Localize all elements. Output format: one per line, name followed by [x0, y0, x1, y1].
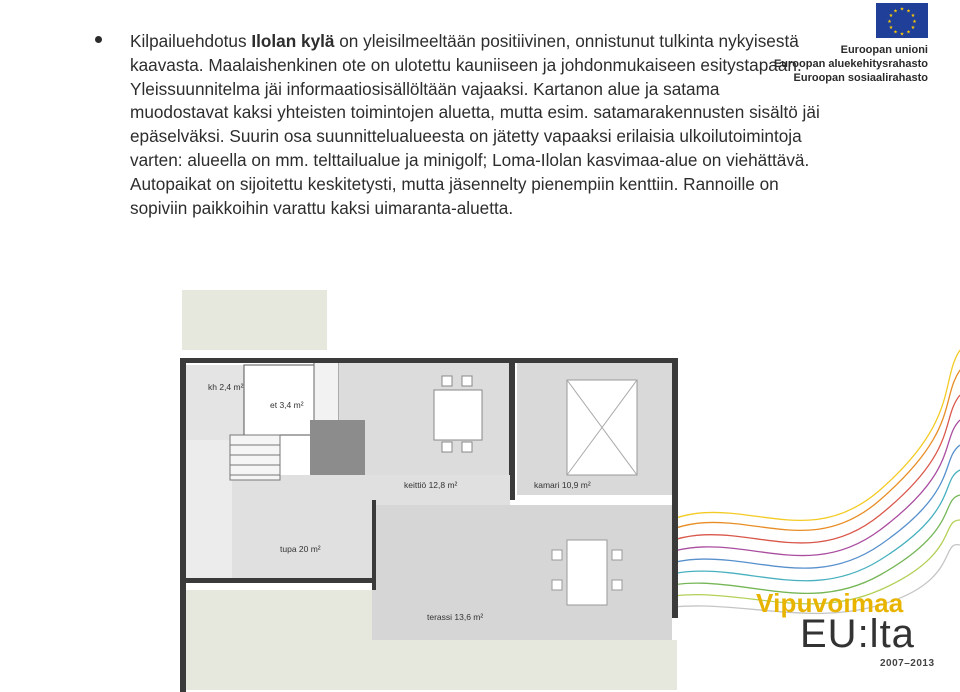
- svg-text:★: ★: [906, 8, 911, 15]
- decorative-waves: [650, 230, 960, 630]
- svg-text:★: ★: [888, 25, 894, 31]
- proposal-name: Ilolan kylä: [251, 31, 335, 51]
- svg-text:★: ★: [899, 31, 905, 38]
- room-label-tupa: tupa 20 m²: [280, 544, 321, 554]
- room-label-et: et 3,4 m²: [270, 400, 304, 410]
- room-label-kh: kh 2,4 m²: [208, 382, 244, 392]
- eu-union-label: Euroopan unioni: [840, 44, 928, 56]
- paragraph-start: Kilpailuehdotus: [130, 31, 252, 51]
- room-label-kamari: kamari 10,9 m²: [534, 480, 591, 490]
- svg-text:★: ★: [910, 25, 916, 31]
- eu-social-fund-label: Euroopan sosiaalirahasto: [793, 72, 928, 84]
- svg-text:★: ★: [893, 8, 898, 15]
- svg-text:★: ★: [887, 19, 892, 25]
- svg-text:★: ★: [893, 29, 898, 36]
- eu-flag-icon: [876, 3, 928, 38]
- bullet-point: [95, 36, 102, 43]
- paragraph-rest: on yleisilmeeltään positiivinen, onnistunut tulkinta nykyisestä kaavasta. Maalaishenkinen ote on ulotettu kauniiseen ja johdonmukaiseen esitystapaan. Yleissuunnitelma jäi informaatiosisällöltään vajaaksi. Kartanon alue ja satama muodostavat kaksi yhteisten toimintojen aluetta, mutta esim. satamarakennusten sisältö jäi epäselväksi. Suurin osa suunnittelualueesta on jätetty vapaaksi erilaisia ulkoilutoimintoja varten: alueella on mm. telttailualue ja minigolf; Loma-Ilolan kasvimaa-alue on viehättävä. Autopaikat on sijoitettu keskitetysti, mutta jäsennelty pienempiin kenttiin. Rannoille on sopiviin paikkoihin varattu kaksi uimaranta-aluetta.: [130, 31, 820, 218]
- eulta-logo-text: EU:lta: [800, 612, 915, 656]
- description-paragraph: [130, 30, 820, 220]
- eu-regional-fund-label: Euroopan aluekehitysrahasto: [773, 58, 928, 70]
- svg-text:★: ★: [899, 6, 905, 13]
- svg-text:★: ★: [888, 13, 894, 19]
- floor-plan: [172, 290, 680, 692]
- svg-text:★: ★: [906, 29, 911, 36]
- svg-text:★: ★: [910, 13, 916, 19]
- room-label-keittio: keittiö 12,8 m²: [404, 480, 458, 490]
- room-label-terassi: terassi 13,6 m²: [427, 612, 484, 622]
- vipuvoimaa-logo-text: Vipuvoimaa: [756, 588, 904, 618]
- logo-years: 2007–2013: [880, 658, 935, 669]
- svg-text:★: ★: [912, 19, 917, 25]
